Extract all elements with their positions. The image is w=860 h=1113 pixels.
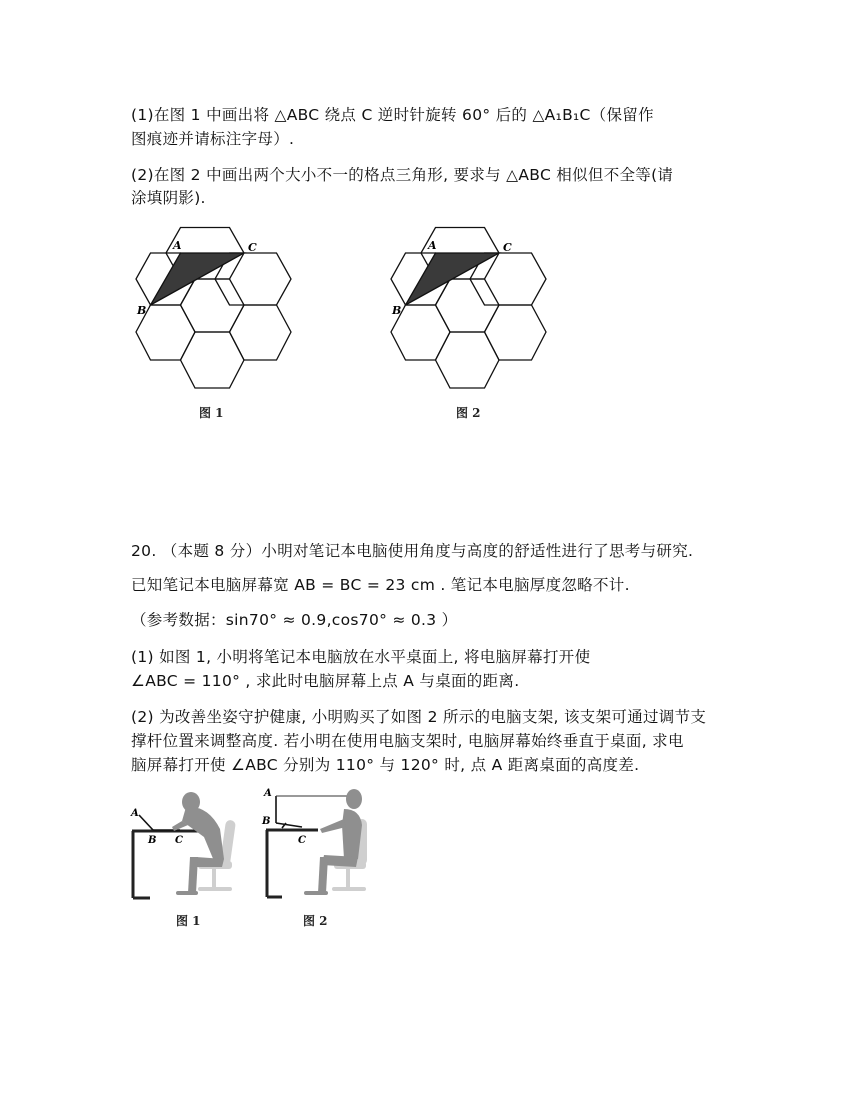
desk-caption-2: 图 2 xyxy=(303,914,328,928)
desk1-label-b: B xyxy=(148,835,157,846)
hex-caption-2: 图 2 xyxy=(456,406,481,420)
q19-part1-line2: 图痕迹并请标注字母）. xyxy=(131,130,295,148)
q20-line8: 脑屏幕打开使 ∠ABC 分别为 110° 与 120° 时, 点 A 距离桌面的高度差. xyxy=(131,756,640,774)
q20-line6: (2) 为改善坐姿守护健康, 小明购买了如图 2 所示的电脑支架, 该支架可通过调节支 xyxy=(131,708,707,726)
hexagon-bottom xyxy=(181,332,245,388)
desk-2 xyxy=(266,830,318,897)
laptop-with-stand xyxy=(276,796,302,828)
q20-line5: ∠ABC = 110° , 求此时电脑屏幕上点 A 与桌面的距离. xyxy=(131,672,520,690)
q19-part2-line1: (2)在图 2 中画出两个大小不一的格点三角形, 要求与 △ABC 相似但不全等(请 xyxy=(131,166,674,184)
label-a: A xyxy=(173,239,182,252)
hex-caption-1: 图 1 xyxy=(199,406,224,420)
q19-part1-line1: (1)在图 1 中画出将 △ABC 绕点 C 逆时针旋转 60° 后的 △A₁B₁C（保留作 xyxy=(131,106,654,124)
label-c: C xyxy=(248,241,257,254)
label-b: B xyxy=(137,304,147,317)
hex-figure-2 xyxy=(380,222,555,397)
q20-line4: (1) 如图 1, 小明将笔记本电脑放在水平桌面上, 将电脑屏幕打开使 xyxy=(131,648,591,666)
q20-line2: 已知笔记本电脑屏幕宽 AB = BC = 23 cm . 笔记本电脑厚度忽略不计. xyxy=(131,576,630,594)
hexagon-lower-right xyxy=(230,305,292,360)
desk2-label-b: B xyxy=(262,816,271,827)
desk1-label-a: A xyxy=(131,808,139,819)
desk-figure-1 xyxy=(128,785,243,905)
q20-line3: （参考数据：sin70° ≈ 0.9,cos70° ≈ 0.3 ） xyxy=(131,611,458,629)
label-a-2: A xyxy=(428,239,437,252)
label-c-2: C xyxy=(503,241,512,254)
desk2-label-a: A xyxy=(264,788,272,799)
person-silhouette-2 xyxy=(304,789,362,895)
desk-caption-1: 图 1 xyxy=(176,914,201,928)
q20-line7: 撑杆位置来调整高度. 若小明在使用电脑支架时, 电脑屏幕始终垂直于桌面, 求电 xyxy=(131,732,684,750)
hex-figure-1 xyxy=(125,222,300,397)
desk xyxy=(132,831,198,898)
desk2-label-c: C xyxy=(298,835,306,846)
desk1-label-c: C xyxy=(175,835,183,846)
q19-part2-line2: 涂填阴影). xyxy=(131,189,206,207)
q20-line1: 20. （本题 8 分）小明对笔记本电脑使用角度与高度的舒适性进行了思考与研究. xyxy=(131,542,694,560)
label-b-2: B xyxy=(392,304,402,317)
desk-figure-2 xyxy=(258,785,373,905)
